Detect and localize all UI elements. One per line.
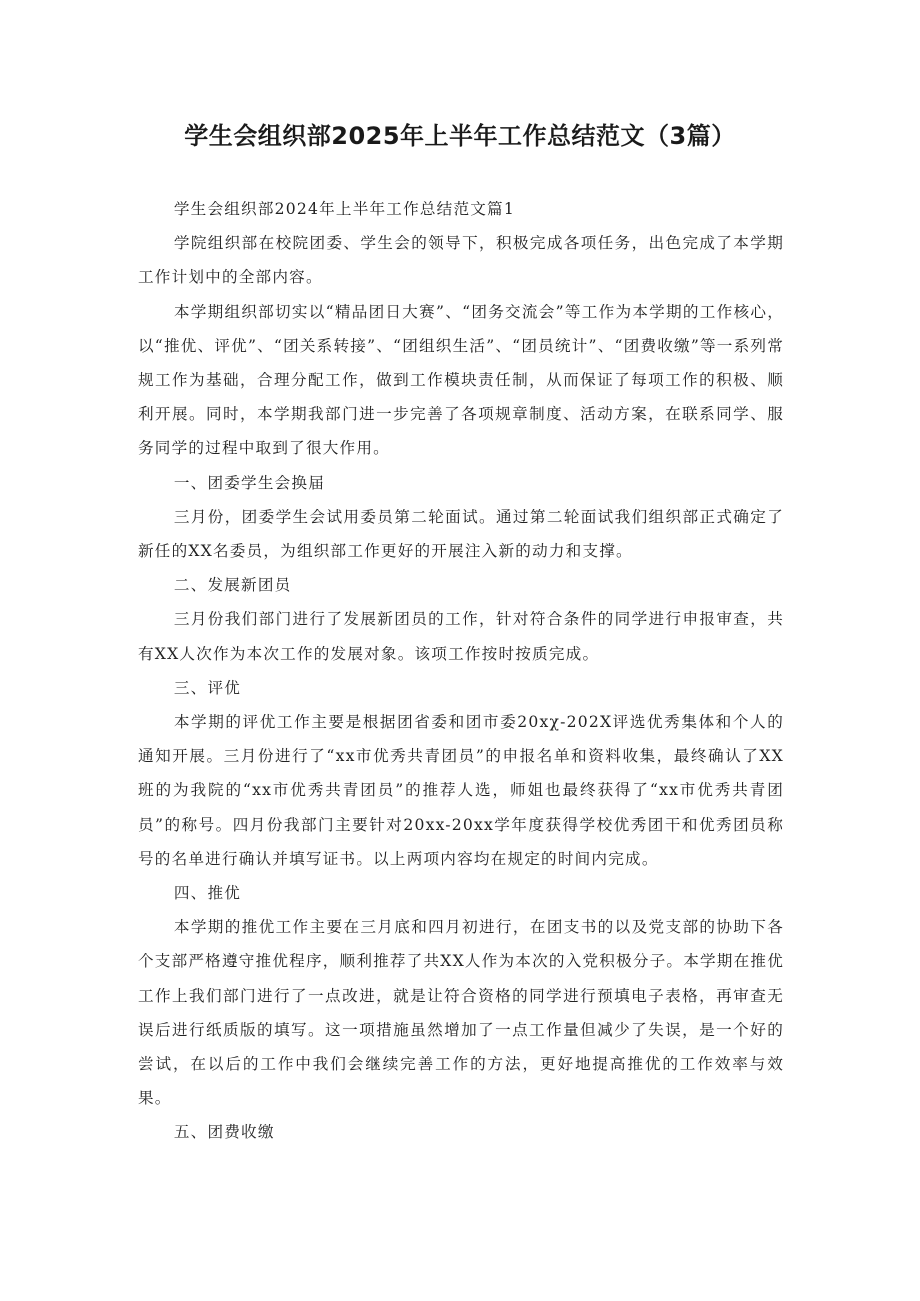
paragraph: 本学期的评优工作主要是根据团省委和团市委20xχ-202X评选优秀集体和个人的通知开展。三月份进行了“xx市优秀共青团员”的申报名单和资料收集，最终确认了XX班的为我院的“xx市优秀共青团员”的推荐人选，师姐也最终获得了“xx市优秀共青团员”的称号。四月份我部门主要针对20xx-20xx学年度获得学校优秀团干和优秀团员称号的名单进行确认并填写证书。以上两项内容均在规定的时间内完成。 (138, 713, 784, 868)
paragraph: 本学期组织部切实以“精品团日大赛”、“团务交流会”等工作为本学期的工作核心，以“推优、评优”、“团关系转接”、“团组织生活”、“团员统计”、“团费收缴”等一系列常规工作为基础，合理分配工作，做到工作模块责任制，从而保证了每项工作的积极、顺利开展。同时，本学期我部门进一步完善了各项规章制度、活动方案，在联系同学、服务同学的过程中取到了很大作用。 (138, 302, 784, 458)
paragraph: 学院组织部在校院团委、学生会的领导下，积极完成各项任务，出色完成了本学期工作计划中的全部内容。 (138, 234, 784, 287)
paragraph: 本学期的推优工作主要在三月底和四月初进行，在团支书的以及党支部的协助下各个支部严格遵守推优程序，顺利推荐了共XX人作为本次的入党积极分子。本学期在推优工作上我们部门进行了一点改进，就是让符合资格的同学进行预填电子表格，再审查无误后进行纸质版的填写。这一项措施虽然增加了一点工作量但减少了失误，是一个好的尝试，在以后的工作中我们会继续完善工作的方法，更好地提高推优的工作效率与效果。 (138, 918, 784, 1108)
section-heading: 一、团委学生会换届 (173, 473, 326, 492)
paragraph: 三月份我们部门进行了发展新团员的工作，针对符合条件的同学进行申报审查，共有XX人次作为本次工作的发展对象。该项工作按时按质完成。 (138, 610, 784, 663)
section-heading: 四、推优 (173, 884, 242, 903)
section-subtitle: 学生会组织部2024年上半年工作总结范文篇1 (173, 200, 515, 218)
document-title: 学生会组织部2025年上半年工作总结范文（3篇） (184, 122, 736, 150)
section-heading: 五、团费收缴 (173, 1123, 275, 1142)
paragraph: 三月份，团委学生会试用委员第二轮面试。通过第二轮面试我们组织部正式确定了新任的XX名委员，为组织部工作更好的开展注入新的动力和支撑。 (138, 507, 784, 561)
section-heading: 二、发展新团员 (173, 576, 292, 595)
section-heading: 三、评优 (173, 678, 242, 697)
document-body (138, 192, 784, 1150)
